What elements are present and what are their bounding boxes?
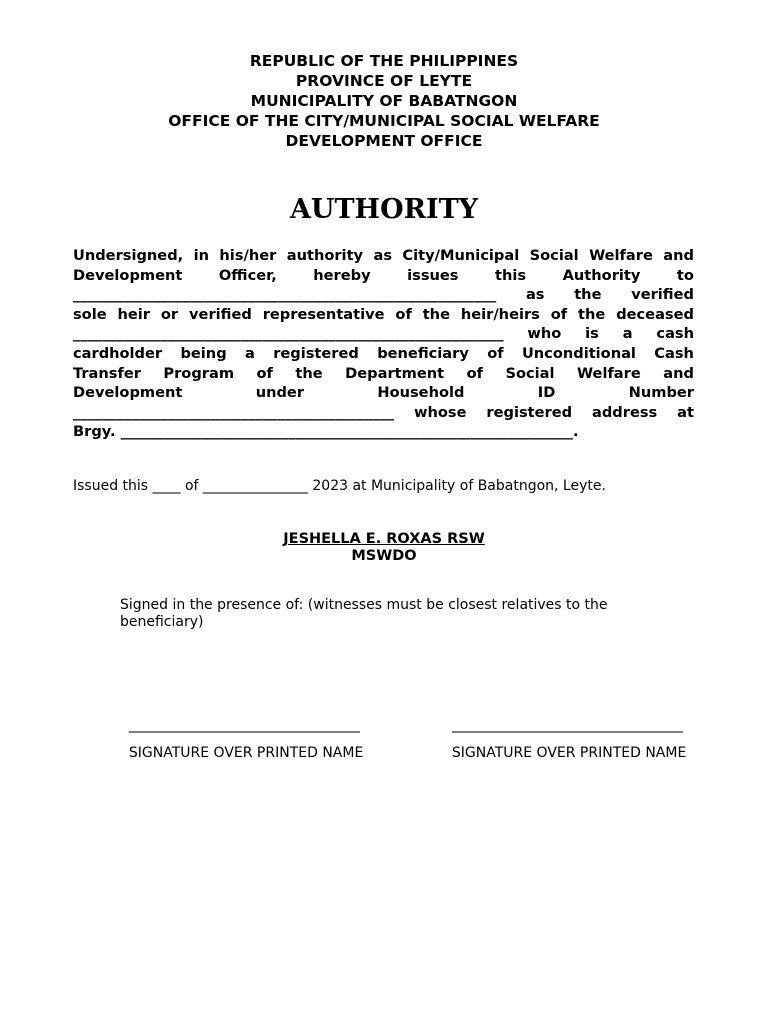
paragraph-word: this — [495, 266, 527, 284]
paragraph-word: who — [527, 325, 562, 343]
signer-title: MSWDO — [351, 548, 417, 564]
paragraph-word: Undersigned, — [73, 247, 184, 264]
paragraph-word: City/Municipal — [402, 247, 520, 264]
paragraph-line — [73, 305, 694, 325]
paragraph-word: Unconditional — [521, 344, 636, 362]
paragraph-word: Program — [163, 364, 235, 382]
paragraph-line — [73, 324, 694, 344]
paragraph-line — [73, 246, 694, 266]
signature-label-right: SIGNATURE OVER PRINTED NAME — [451, 745, 687, 761]
paragraph-line — [73, 285, 694, 305]
paragraph-word: as — [373, 247, 393, 264]
paragraph-word: the — [295, 364, 323, 382]
paragraph-word: Authority — [562, 266, 641, 284]
paragraph-word: ID — [537, 384, 556, 402]
paragraph-word: deceased — [616, 305, 694, 323]
paragraph-word: ____________________________________________ — [73, 403, 395, 421]
signature-block-right — [443, 680, 686, 762]
header-province: PROVINCE OF LEYTE — [295, 72, 473, 90]
paragraph-word: sole — [73, 305, 107, 323]
barangay-line: Brgy. ______________________________________________________________. — [73, 423, 579, 441]
paragraph-word: heir/heirs — [460, 305, 540, 323]
issued-statement: Issued this ____ of _______________ 2023 at Municipality of Babatngon, Leyte. — [73, 478, 606, 494]
paragraph-word: whose — [414, 403, 467, 421]
paragraph-word: verified — [189, 305, 252, 323]
signer-name: JESHELLA E. ROXAS RSW — [283, 531, 485, 547]
header-office: OFFICE OF THE CITY/MUNICIPAL SOCIAL WELFARE — [168, 112, 600, 130]
paragraph-line — [73, 403, 694, 423]
paragraph-word: Department — [345, 364, 445, 382]
paragraph-word: Number — [628, 384, 694, 402]
paragraph-word: registered — [273, 344, 359, 362]
paragraph-word: in — [193, 247, 210, 264]
paragraph-word: issues — [407, 266, 459, 284]
paragraph-word: __________________________________________________________ — [73, 286, 497, 304]
paragraph-word: the — [574, 286, 602, 304]
paragraph-word: of — [395, 305, 412, 323]
paragraph-word: beneficiary — [377, 344, 469, 362]
paragraph-word: Social — [529, 247, 579, 264]
paragraph-word: Transfer — [73, 364, 141, 382]
authority-paragraph — [73, 246, 694, 442]
document-header — [0, 51, 768, 151]
paragraph-word: at — [677, 403, 694, 421]
paragraph-word: a — [622, 325, 633, 343]
paragraph-word: and — [663, 247, 694, 264]
witness-note: Signed in the presence of: (witnesses must be closest relatives to the beneficiary) — [120, 597, 608, 630]
paragraph-line — [73, 383, 694, 403]
header-municipality: MUNICIPALITY OF BABATNGON — [250, 92, 518, 110]
paragraph-word: Welfare — [589, 247, 653, 264]
document-title: AUTHORITY — [289, 194, 479, 225]
paragraph-word: hereby — [313, 266, 371, 284]
paragraph-line — [73, 364, 694, 384]
paragraph-word: cash — [656, 325, 694, 343]
paragraph-word: Cash — [654, 344, 694, 362]
paragraph-word: of — [550, 305, 568, 323]
paragraph-word: heir — [117, 305, 151, 323]
paragraph-word: Social — [505, 364, 555, 382]
paragraph-word: Development — [73, 384, 183, 402]
paragraph-word: address — [592, 403, 658, 421]
header-republic: REPUBLIC OF THE PHILIPPINES — [249, 52, 519, 70]
paragraph-line-last — [73, 422, 694, 442]
paragraph-line — [73, 344, 694, 364]
paragraph-word: as — [525, 286, 545, 304]
paragraph-word: cardholder — [73, 344, 163, 362]
paragraph-word: his/her — [219, 247, 277, 264]
signature-label-left: SIGNATURE OVER PRINTED NAME — [128, 745, 364, 761]
header-office-cont: DEVELOPMENT OFFICE — [285, 132, 483, 150]
paragraph-word: ___________________________________________________________ — [73, 325, 504, 343]
paragraph-word: of — [256, 364, 273, 382]
paragraph-word: verified — [631, 286, 694, 304]
signature-line-right: _________________________________ — [443, 717, 683, 733]
signature-line-left: _________________________________ — [120, 717, 360, 733]
paragraph-line — [73, 266, 694, 286]
paragraph-word: a — [244, 344, 255, 362]
signer-block — [0, 531, 768, 565]
paragraph-word: Welfare — [576, 364, 641, 382]
paragraph-word: registered — [486, 403, 573, 421]
paragraph-word: of — [466, 364, 483, 382]
paragraph-word: is — [585, 325, 599, 343]
paragraph-word: and — [663, 364, 694, 382]
paragraph-word: to — [676, 266, 694, 284]
paragraph-word: authority — [286, 247, 364, 264]
paragraph-word: the — [422, 305, 450, 323]
signature-block-left — [120, 680, 363, 762]
paragraph-word: Officer, — [218, 266, 277, 284]
paragraph-word: Household — [377, 384, 465, 402]
paragraph-word: the — [578, 305, 606, 323]
paragraph-word: representative — [262, 305, 385, 323]
paragraph-word: being — [180, 344, 227, 362]
paragraph-word: under — [255, 384, 305, 402]
paragraph-word: of — [487, 344, 504, 362]
paragraph-word: or — [160, 305, 179, 323]
paragraph-word: Development — [73, 266, 183, 284]
